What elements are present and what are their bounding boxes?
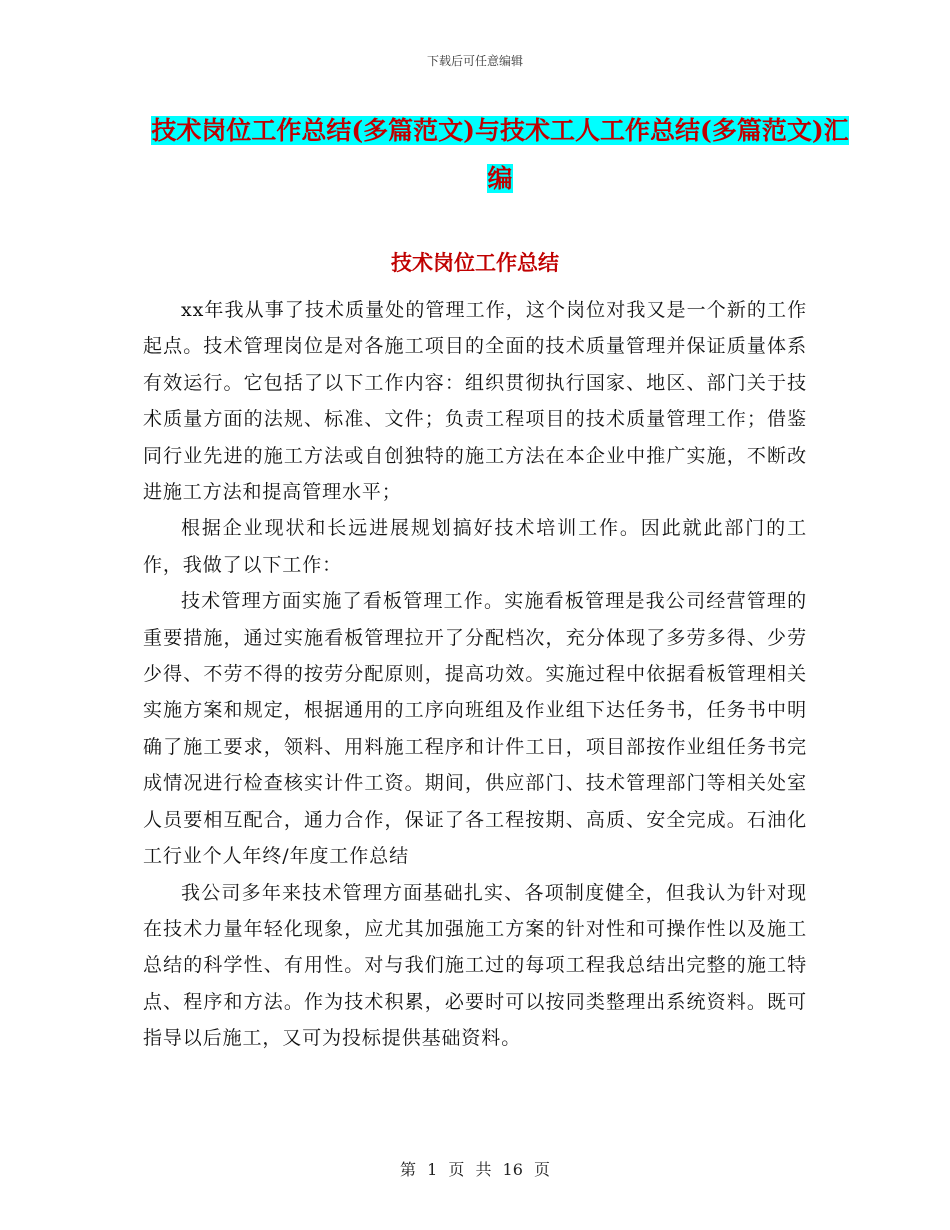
main-title-text: 技术岗位工作总结(多篇范文)与技术工人工作总结(多篇范文)汇编: [151, 116, 849, 193]
section-title: 技术岗位工作总结: [391, 250, 559, 275]
page-footer: 第 1 页 共 16 页: [400, 1160, 550, 1179]
main-title: [150, 107, 850, 203]
paragraph: 我公司多年来技术管理方面基础扎实、各项制度健全，但我认为针对现在技术力量年轻化现象，应尤其加强施工方案的针对性和可操作性以及施工总结的科学性、有用性。对与我们施工过的每项工程我总结出完整的施工特点、程序和方法。作为技术积累，必要时可以按同类整理出系统资料。既可指导以后施工，又可为投标提供基础资料。: [143, 881, 807, 1050]
paragraph: 技术管理方面实施了看板管理工作。实施看板管理是我公司经营管理的重要措施，通过实施看板管理拉开了分配档次，充分体现了多劳多得、少劳少得、不劳不得的按劳分配原则，提高功效。实施过程中依据看板管理相关实施方案和规定，根据通用的工序向班组及作业组下达任务书，任务书中明确了施工要求，领料、用料施工程序和计件工日，项目部按作业组任务书完成情况进行检查核实计件工资。期间，供应部门、技术管理部门等相关处室人员要相互配合，通力合作，保证了各工程按期、高质、安全完成。石油化工行业个人年终/年度工作总结: [143, 590, 807, 868]
paragraph: xx年我从事了技术质量处的管理工作，这个岗位对我又是一个新的工作起点。技术管理岗位是对各施工项目的全面的技术质量管理并保证质量体系有效运行。它包括了以下工作内容：组织贯彻执行国家、地区、部门关于技术质量方面的法规、标准、文件；负责工程项目的技术质量管理工作；借鉴同行业先进的施工方法或自创独特的施工方法在本企业中推广实施，不断改进施工方法和提高管理水平；: [143, 299, 807, 504]
header-note: 下载后可任意编辑: [426, 54, 523, 68]
body-text: [143, 292, 807, 1057]
paragraph: 根据企业现状和长远进展规划搞好技术培训工作。因此就此部门的工作，我做了以下工作：: [143, 517, 807, 576]
